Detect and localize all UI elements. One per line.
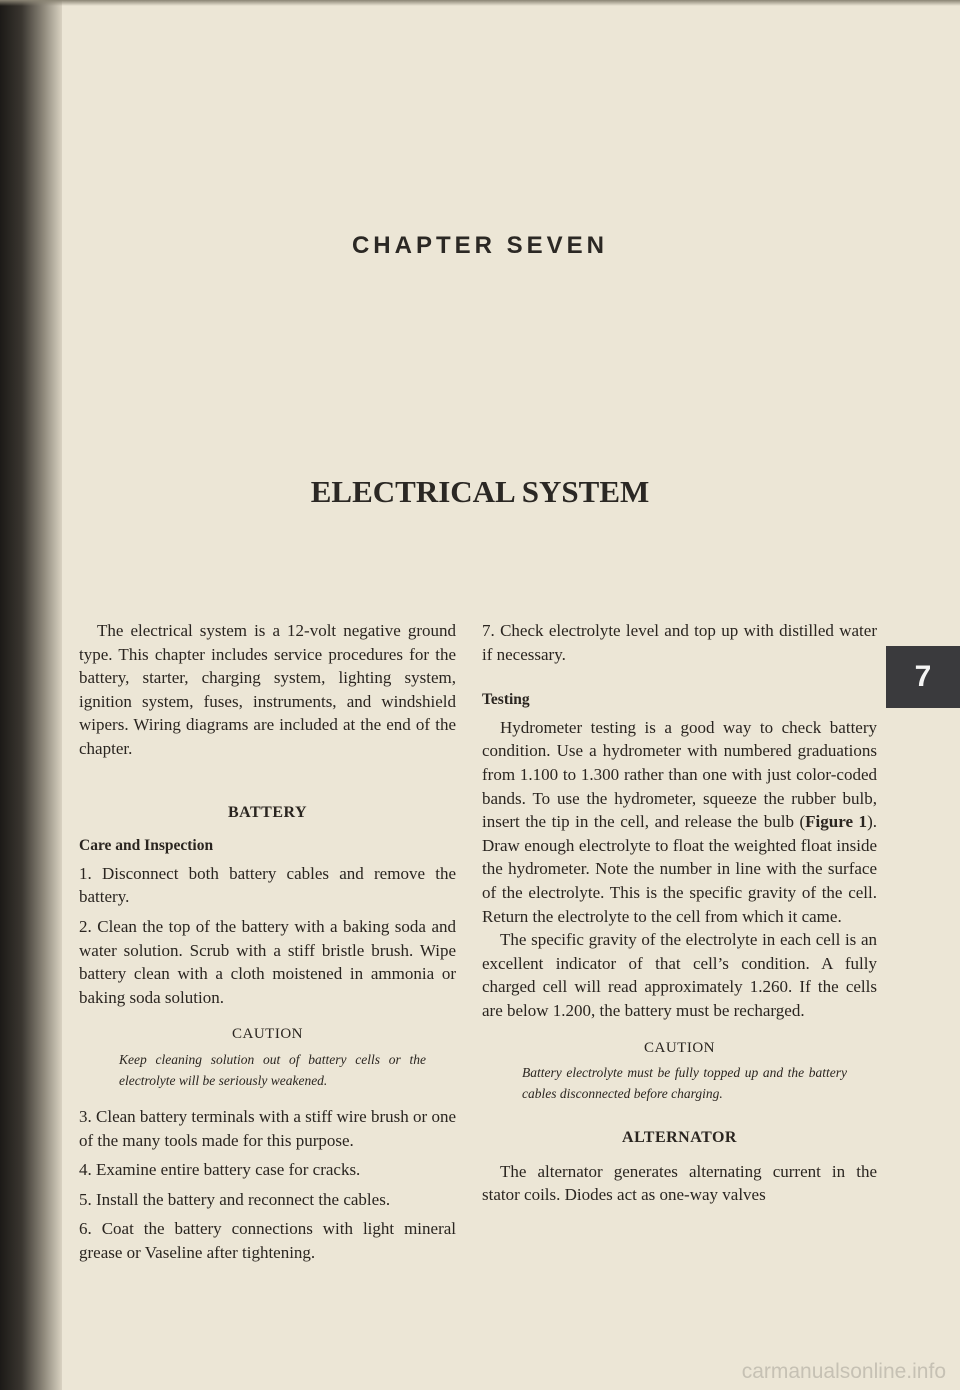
testing-text-before-figure: Hydrometer testing is a good way to check battery condition. Use a hydrometer with numbered graduations from 1.100 to 1.300 rather than one with just color-coded bands. To use the hydrometer, squeeze the rubber bulb, insert the tip in the cell, and release the bulb ( [482, 717, 877, 832]
step-4: 4. Examine entire battery case for cracks. [79, 1160, 361, 1180]
caution-label-right: CAUTION [644, 1039, 715, 1056]
right-column [482, 619, 877, 1207]
alternator-paragraph: The alternator generates alternating current in the stator coils. Diodes act as one-way valves [482, 1161, 877, 1205]
care-inspection-heading: Care and Inspection [79, 837, 214, 855]
intro-paragraph: The electrical system is a 12-volt negative ground type. This chapter includes service procedures for the battery, starter, charging system, lighting system, ignition system, fuses, instruments, and windshield wipers. Wiring diagrams are included at the end of the chapter. [79, 621, 456, 758]
watermark: carmanualsonline.info [741, 1360, 946, 1383]
chapter-thumb-tab: 7 [886, 646, 960, 708]
testing-heading: Testing [482, 691, 530, 709]
caution-text-right: Battery electrolyte must be fully topped up and the battery cables disconnected before charging. [522, 1065, 847, 1102]
caution-text: Keep cleaning solution out of battery cells or the electrolyte will be seriously weakened. [119, 1051, 426, 1088]
step-2: 2. Clean the top of the battery with a baking soda and water solution. Scrub with a stiff bristle brush. Wipe battery clean with a cloth moistened in ammonia or baking soda solution. [79, 916, 456, 1007]
caution-label: CAUTION [232, 1026, 303, 1043]
alternator-heading: ALTERNATOR [622, 1129, 737, 1147]
step-7: 7. Check electrolyte level and top up with distilled water if necessary. [482, 621, 877, 664]
chapter-title: ELECTRICAL SYSTEM [310, 474, 650, 509]
step-6: 6. Coat the battery connections with light mineral grease or Vaseline after tightening. [79, 1219, 456, 1262]
chapter-label: CHAPTER SEVEN [351, 232, 609, 259]
battery-heading: BATTERY [227, 803, 308, 821]
page-top-edge [0, 0, 960, 6]
figure-1-reference: Figure 1 [805, 812, 868, 832]
book-binding-shadow [0, 0, 62, 1390]
testing-paragraph-2: The specific gravity of the electrolyte in each cell is an excellent indicator of that cell’s condition. A fully charged cell will read approximately 1.260. If the cells are below 1.200, the battery must be recharged. [482, 930, 877, 1020]
step-1: 1. Disconnect both battery cables and remove the battery. [79, 863, 456, 907]
left-column [79, 619, 456, 1264]
testing-paragraph-1 [482, 716, 877, 928]
testing-text-after-figure: ). Draw enough electrolyte to float the weighted float inside the hydrometer. Note the number in line with the surface of the electrolyte. This is the specific gravity of the cell. Return the electrolyte to the cell from which it came. [482, 812, 877, 926]
step-5: 5. Install the battery and reconnect the cables. [79, 1189, 391, 1209]
step-3: 3. Clean battery terminals with a stiff wire brush or one of the many tools made for this purpose. [79, 1106, 456, 1150]
